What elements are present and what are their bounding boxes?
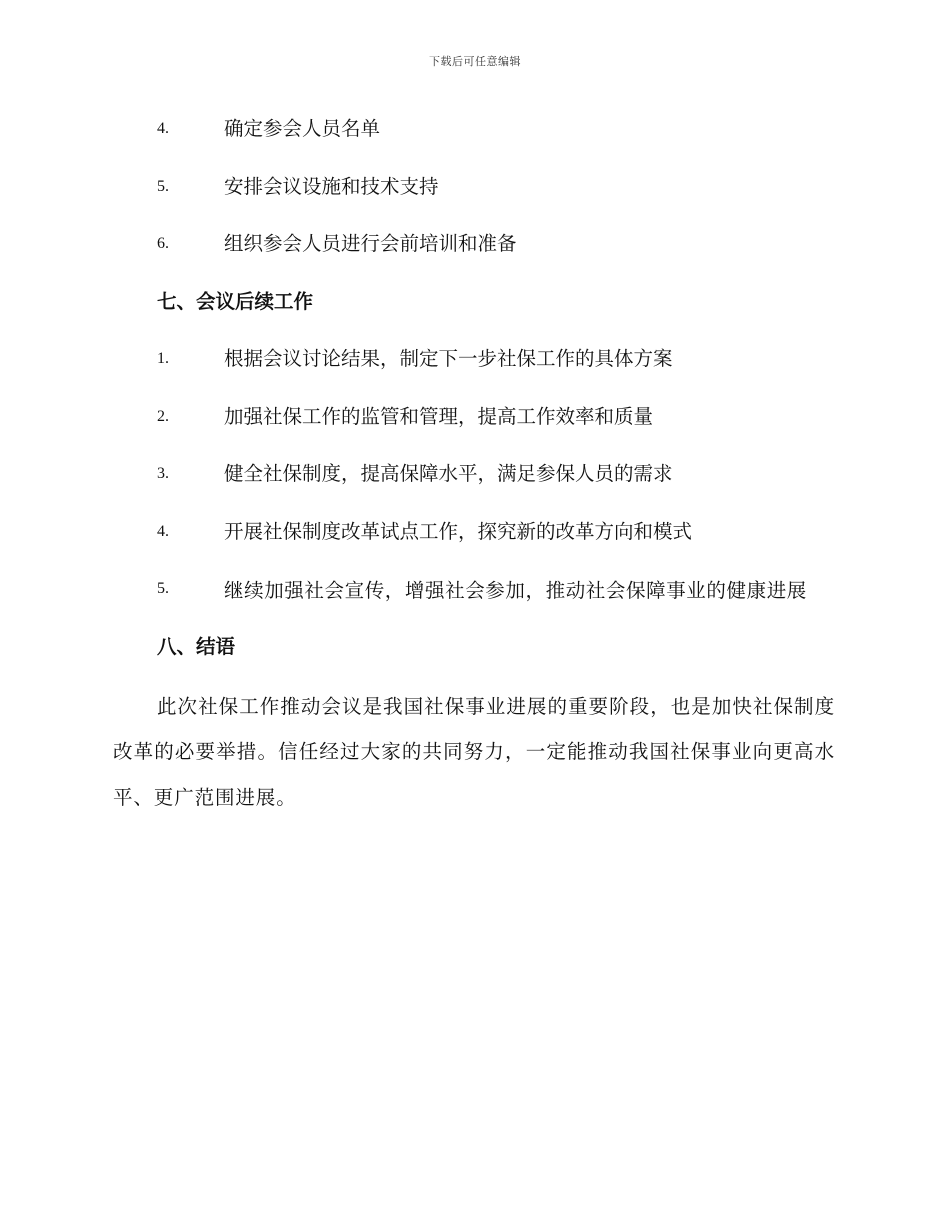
list-item: [113, 223, 835, 281]
list-item: [113, 396, 835, 454]
list-item: [113, 453, 835, 511]
list-item-text: 组织参会人员进行会前培训和准备: [224, 232, 517, 255]
list-item: [113, 108, 835, 166]
conclusion-paragraph: 此次社保工作推动会议是我国社保事业进展的重要阶段，也是加快社保制度改革的必要举措。信任经过大家的共同努力，一定能推动我国社保事业向更高水平、更广范围进展。: [113, 694, 835, 809]
section-heading-conclusion: 八、结语: [157, 635, 236, 658]
list-item-text: 根据会议讨论结果，制定下一步社保工作的具体方案: [224, 347, 673, 370]
list-item-text: 确定参会人员名单: [224, 117, 381, 140]
list-item-text: 加强社保工作的监管和管理，提高工作效率和质量: [224, 404, 654, 428]
list-item-number: 4.: [157, 120, 169, 137]
list-item: [113, 568, 835, 613]
list-item-number: 1.: [157, 350, 169, 367]
page-header: 下载后可任意编辑: [429, 55, 521, 68]
list-item: [113, 166, 835, 224]
list-item: [113, 511, 835, 569]
section-heading-followup: 七、会议后续工作: [157, 289, 314, 313]
list-item-text: 继续加强社会宣传，增强社会参加，推动社会保障事业的健康进展: [224, 579, 807, 602]
list-item-text: 健全社保制度，提高保障水平，满足参保人员的需求: [224, 462, 673, 485]
list-item-text: 安排会议设施和技术支持: [224, 174, 439, 198]
list-item-number: 5.: [157, 177, 169, 195]
list-item-number: 6.: [157, 235, 169, 252]
document-body: [113, 108, 835, 820]
list-item-number: 5.: [157, 580, 169, 597]
list-item-number: 3.: [157, 465, 169, 482]
list-item: [113, 338, 835, 396]
list-item-number: 2.: [157, 407, 169, 425]
list-item-text: 开展社保制度改革试点工作，探究新的改革方向和模式: [224, 519, 693, 543]
list-item-number: 4.: [157, 522, 169, 540]
